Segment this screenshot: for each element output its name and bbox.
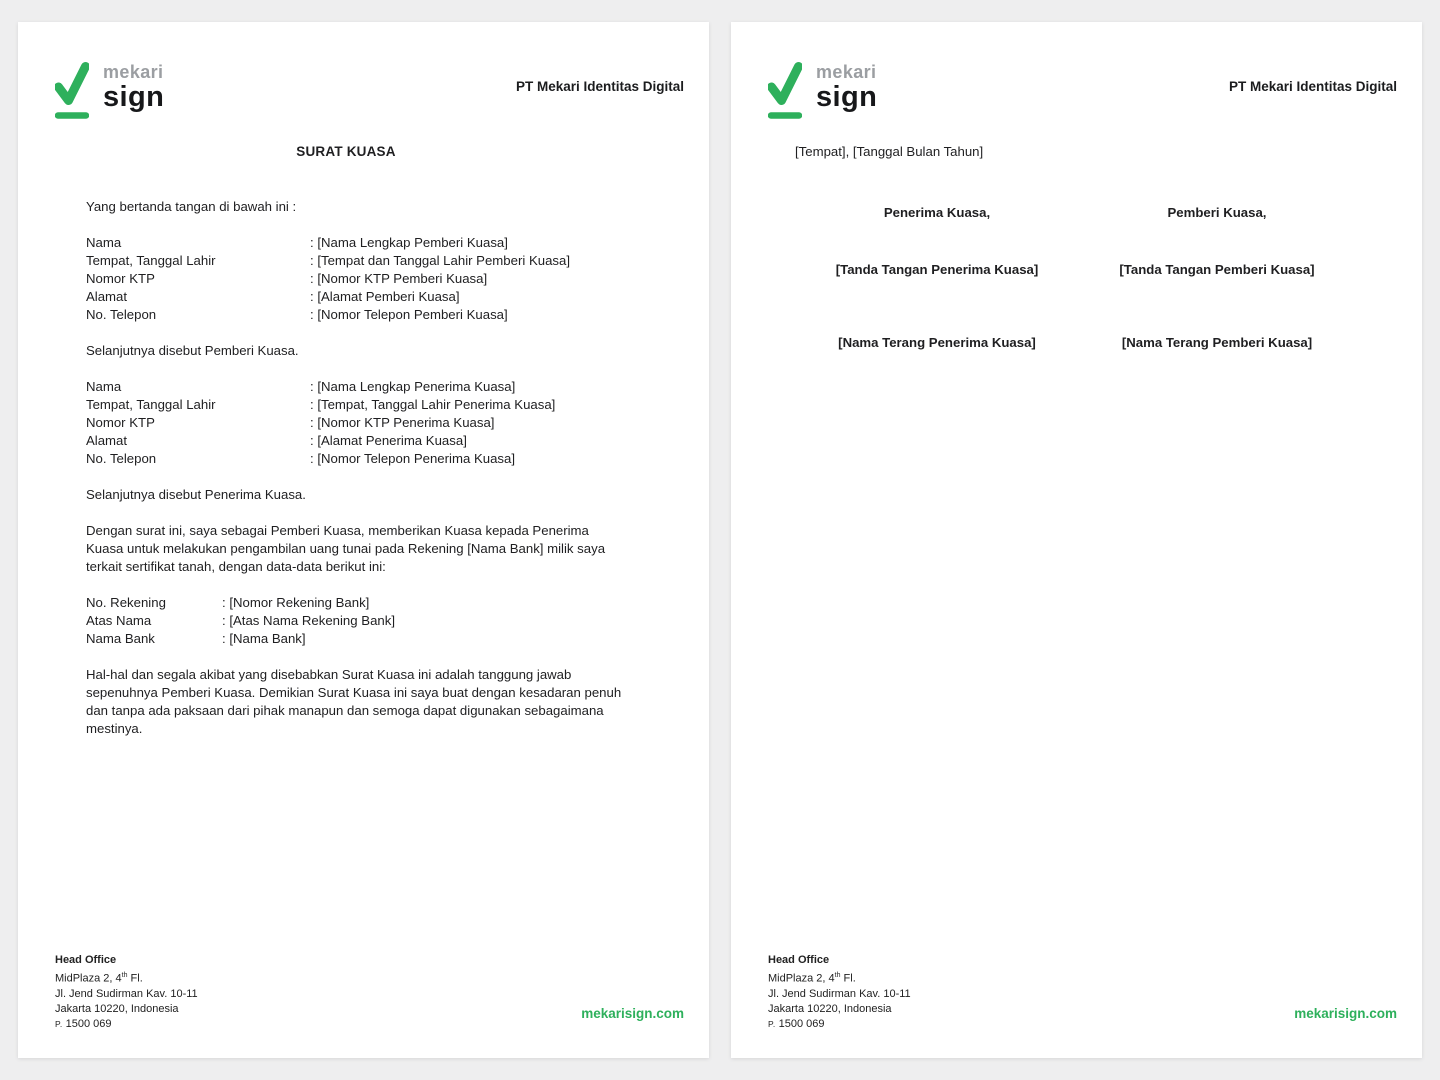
field-label: Nama	[86, 379, 122, 394]
footer-phone-line	[55, 1017, 198, 1032]
footer-address	[768, 953, 911, 1033]
field-label: Nama Bank	[86, 631, 155, 646]
field-row	[86, 612, 642, 630]
address-text: MidPlaza 2, 4	[768, 972, 835, 985]
field-value: : [Atas Nama Rekening Bank]	[222, 613, 395, 628]
field-row	[86, 450, 642, 468]
field-label: No. Telepon	[86, 451, 157, 466]
signature-names-row	[797, 335, 1357, 350]
field-value: : [Nomor Telepon Penerima Kuasa]	[310, 451, 516, 466]
field-row	[86, 234, 642, 252]
authorization-paragraph	[86, 522, 642, 576]
logo-sign-text: sign	[103, 81, 165, 113]
pemberi-kuasa-fields	[86, 234, 642, 324]
field-row	[86, 594, 642, 612]
field-value: : [Nomor Telepon Pemberi Kuasa]	[310, 307, 508, 322]
field-label: Nama	[86, 235, 122, 250]
pemberi-name-placeholder: [Nama Terang Pemberi Kuasa]	[1121, 335, 1313, 350]
field-value: : [Nomor KTP Pemberi Kuasa]	[310, 271, 488, 286]
phone-label: P.	[55, 1019, 63, 1030]
field-label: Tempat, Tanggal Lahir	[86, 397, 216, 412]
phone-number: 1500 069	[778, 1018, 825, 1031]
checkmark-icon	[768, 60, 802, 122]
field-value: : [Tempat dan Tanggal Lahir Pemberi Kuasa]	[310, 253, 570, 268]
penerima-kuasa-fields	[86, 378, 642, 468]
field-value: : [Nomor Rekening Bank]	[222, 595, 370, 610]
field-row	[86, 432, 642, 450]
field-label: No. Telepon	[86, 307, 157, 322]
signature-titles-row	[797, 205, 1357, 220]
paragraph-line: Dengan surat ini, saya sebagai Pemberi Kuasa, memberikan Kuasa kepada Penerima	[86, 523, 589, 538]
field-label: Atas Nama	[86, 613, 152, 628]
footer-address-line-3: Jakarta 10220, Indonesia	[768, 1003, 892, 1016]
footer-office-title: Head Office	[768, 954, 830, 966]
field-row	[86, 396, 642, 414]
company-name: PT Mekari Identitas Digital	[515, 79, 684, 94]
address-text: MidPlaza 2, 4	[55, 972, 122, 985]
pemberi-note: Selanjutnya disebut Pemberi Kuasa.	[86, 343, 299, 358]
field-value: : [Alamat Penerima Kuasa]	[310, 433, 467, 448]
field-label: Nomor KTP	[86, 415, 155, 430]
website-link[interactable]: mekarisign.com	[1294, 1006, 1397, 1021]
field-value: : [Nama Lengkap Pemberi Kuasa]	[310, 235, 508, 250]
field-label: Tempat, Tanggal Lahir	[86, 253, 216, 268]
paragraph-line: terkait sertifikat tanah, dengan data-data berikut ini:	[86, 559, 386, 574]
logo-wordmark	[103, 62, 164, 122]
field-row	[86, 414, 642, 432]
field-value: : [Nama Bank]	[222, 631, 306, 646]
field-row	[86, 378, 642, 396]
logo-sign-text: sign	[816, 81, 878, 113]
penerima-name-placeholder: [Nama Terang Penerima Kuasa]	[838, 335, 1036, 350]
footer-address	[55, 953, 198, 1033]
phone-number: 1500 069	[65, 1018, 112, 1031]
field-row	[86, 630, 642, 648]
address-text: Fl.	[127, 972, 143, 985]
document-page-1	[18, 22, 709, 1058]
field-value: : [Nomor KTP Penerima Kuasa]	[310, 415, 495, 430]
field-row	[86, 288, 642, 306]
field-row	[86, 270, 642, 288]
field-row	[86, 252, 642, 270]
penerima-note: Selanjutnya disebut Penerima Kuasa.	[86, 487, 306, 502]
logo-mekari-text: mekari	[816, 62, 877, 82]
logo-mekari-text: mekari	[103, 62, 164, 82]
field-label: No. Rekening	[86, 595, 166, 610]
address-text: Fl.	[840, 972, 856, 985]
footer-address-line-1	[768, 968, 911, 987]
mekari-sign-logo	[55, 58, 164, 122]
intro-line: Yang bertanda tangan di bawah ini :	[86, 199, 297, 214]
address-sup: th	[834, 972, 841, 980]
address-sup: th	[121, 972, 128, 980]
rekening-fields	[86, 594, 642, 648]
document-body	[86, 198, 642, 756]
penerima-title: Penerima Kuasa,	[883, 205, 991, 220]
footer-address-line-2: Jl. Jend Sudirman Kav. 10-11	[55, 988, 198, 1001]
checkmark-icon	[55, 60, 89, 122]
footer-address-line-2: Jl. Jend Sudirman Kav. 10-11	[768, 988, 911, 1001]
document-page-2	[731, 22, 1422, 1058]
signature-placeholders-row	[797, 262, 1357, 277]
field-label: Alamat	[86, 289, 128, 304]
place-date-line: [Tempat], [Tanggal Bulan Tahun]	[795, 144, 984, 159]
penerima-signature-placeholder: [Tanda Tangan Penerima Kuasa]	[835, 262, 1039, 277]
field-label: Alamat	[86, 433, 128, 448]
website-link[interactable]: mekarisign.com	[581, 1006, 684, 1021]
paragraph-line: mestinya.	[86, 721, 143, 736]
pemberi-signature-placeholder: [Tanda Tangan Pemberi Kuasa]	[1119, 262, 1315, 277]
document-title: SURAT KUASA	[296, 144, 396, 159]
company-name: PT Mekari Identitas Digital	[1228, 79, 1397, 94]
field-label: Nomor KTP	[86, 271, 155, 286]
paragraph-line: Kuasa untuk melakukan pengambilan uang tunai pada Rekening [Nama Bank] milik saya	[86, 541, 606, 556]
footer-office-title: Head Office	[55, 954, 117, 966]
field-row	[86, 306, 642, 324]
field-value: : [Tempat, Tanggal Lahir Penerima Kuasa]	[310, 397, 556, 412]
field-value: : [Alamat Pemberi Kuasa]	[310, 289, 460, 304]
footer-address-line-3: Jakarta 10220, Indonesia	[55, 1003, 179, 1016]
footer-phone-line	[768, 1017, 911, 1032]
mekari-sign-logo	[768, 58, 877, 122]
pemberi-title: Pemberi Kuasa,	[1167, 205, 1267, 220]
paragraph-line: sepenuhnya Pemberi Kuasa. Demikian Surat Kuasa ini saya buat dengan kesadaran penuh	[86, 685, 622, 700]
paragraph-line: Hal-hal dan segala akibat yang disebabkan Surat Kuasa ini adalah tanggung jawab	[86, 667, 572, 682]
footer-address-line-1	[55, 968, 198, 987]
closing-paragraph	[86, 666, 642, 738]
field-value: : [Nama Lengkap Penerima Kuasa]	[310, 379, 516, 394]
logo-wordmark	[816, 62, 877, 122]
phone-label: P.	[768, 1019, 776, 1030]
paragraph-line: dan tanpa ada paksaan dari pihak manapun dan semoga dapat digunakan sebagaimana	[86, 703, 604, 718]
